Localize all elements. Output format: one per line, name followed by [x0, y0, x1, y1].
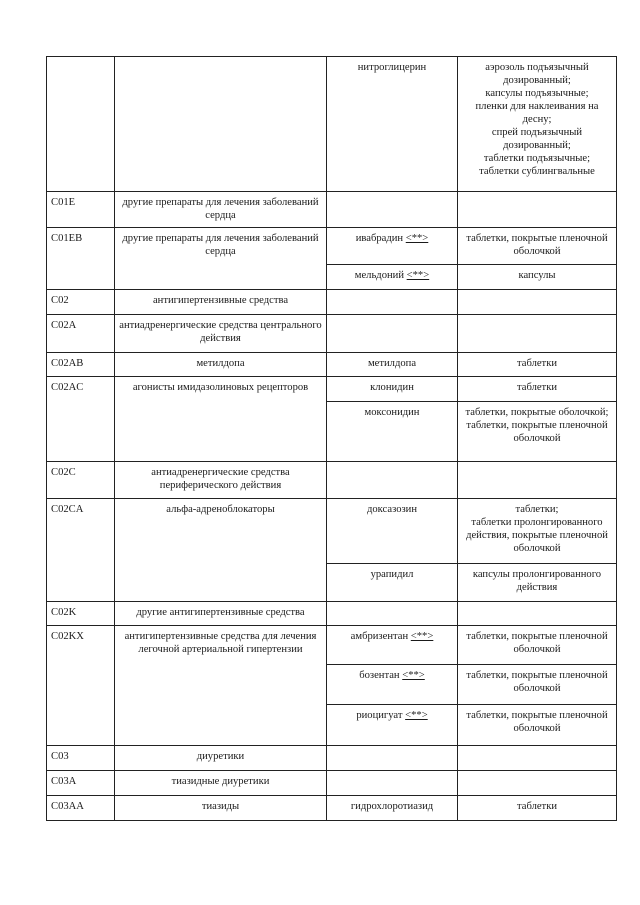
dosage-form-line: таблетки, покрытые пленочной оболочкой — [466, 710, 608, 734]
dosage-form-cell — [458, 499, 617, 564]
dosage-form-line: таблетки пролонгированного действия, покрытые пленочной оболочкой — [466, 517, 608, 554]
substance-cell — [327, 746, 458, 771]
dosage-form-cell — [458, 796, 617, 821]
group-name-cell: агонисты имидазолиновых рецепторов — [115, 377, 327, 462]
dosage-form-line: таблетки подъязычные; — [483, 153, 591, 164]
dosage-form-cell — [458, 290, 617, 315]
table-row — [47, 315, 617, 353]
substance-cell — [327, 564, 458, 602]
group-name-cell — [115, 57, 327, 192]
dosage-form-line: таблетки, покрытые пленочной оболочкой — [466, 233, 608, 257]
substance-cell — [327, 353, 458, 377]
dosage-form-line: таблетки; — [515, 504, 559, 515]
table-row — [47, 462, 617, 499]
group-name-cell: антиадренергические средства периферического действия — [115, 462, 327, 499]
substance-name: риоцигуат — [356, 710, 403, 721]
group-name-cell: тиазиды — [115, 796, 327, 821]
dosage-form-cell — [458, 771, 617, 796]
dosage-form-cell — [458, 564, 617, 602]
dosage-form-cell — [458, 746, 617, 771]
table-row — [47, 57, 617, 192]
atc-code-cell: C02AB — [47, 353, 115, 377]
substance-name: гидрохлоротиазид — [350, 801, 434, 812]
table-row — [47, 377, 617, 402]
dosage-form-cell — [458, 705, 617, 746]
substance-name: доксазозин — [366, 504, 418, 515]
substance-cell — [327, 626, 458, 665]
dosage-form-cell — [458, 402, 617, 462]
dosage-form-cell — [458, 315, 617, 353]
substance-name: нитроглицерин — [357, 62, 427, 73]
substance-cell — [327, 462, 458, 499]
dosage-form-line: капсулы подъязычные; — [485, 88, 589, 99]
atc-code-cell: C01EB — [47, 228, 115, 290]
dosage-form-cell — [458, 462, 617, 499]
table-row — [47, 746, 617, 771]
substance-name: мельдоний — [354, 270, 404, 281]
dosage-form-line: пленки для наклеивания на десну; — [475, 101, 599, 125]
substance-cell — [327, 192, 458, 228]
atc-code-cell: C03AA — [47, 796, 115, 821]
atc-code-cell: C02KX — [47, 626, 115, 746]
dosage-form-line: таблетки, покрытые пленочной оболочкой — [466, 670, 608, 694]
substance-name: бозентан — [359, 670, 400, 681]
substance-cell — [327, 228, 458, 265]
table-row — [47, 192, 617, 228]
substance-cell — [327, 377, 458, 402]
group-name-cell: другие препараты для лечения заболеваний сердца — [115, 228, 327, 290]
table-row — [47, 228, 617, 265]
special-mark: <**> — [405, 233, 429, 244]
atc-code-cell — [47, 57, 115, 192]
table-row — [47, 602, 617, 626]
special-mark: <**> — [405, 710, 428, 721]
dosage-form-line: таблетки сублингвальные — [479, 166, 595, 177]
group-name-cell: метилдопа — [115, 353, 327, 377]
substance-cell — [327, 602, 458, 626]
atc-code-cell: C03 — [47, 746, 115, 771]
substance-cell — [327, 705, 458, 746]
dosage-form-cell — [458, 665, 617, 705]
dosage-form-line: таблетки, покрытые пленочной оболочкой — [466, 631, 608, 655]
dosage-form-cell — [458, 265, 617, 290]
group-name-cell: антиадренергические средства центрального действия — [115, 315, 327, 353]
dosage-form-cell — [458, 228, 617, 265]
atc-code-cell: C01E — [47, 192, 115, 228]
group-name-cell: антигипертензивные средства — [115, 290, 327, 315]
atc-code-cell: C02 — [47, 290, 115, 315]
substance-name: амбризентан — [350, 631, 409, 642]
substance-name: метилдопа — [367, 358, 417, 369]
special-mark: <**> — [402, 670, 425, 681]
substance-cell — [327, 665, 458, 705]
group-name-cell: антигипертензивные средства для лечения легочной артериальной гипертензии — [115, 626, 327, 746]
dosage-form-cell — [458, 377, 617, 402]
dosage-form-cell — [458, 192, 617, 228]
substance-name: клонидин — [370, 382, 414, 393]
group-name-cell: другие антигипертензивные средства — [115, 602, 327, 626]
substance-cell — [327, 796, 458, 821]
drug-table — [46, 56, 617, 821]
table-row — [47, 626, 617, 665]
table-row — [47, 499, 617, 564]
dosage-form-cell — [458, 626, 617, 665]
dosage-form-line: спрей подъязычный дозированный; — [491, 127, 583, 151]
dosage-form-line: таблетки, покрытые пленочной оболочкой — [466, 420, 608, 444]
dosage-form-line: таблетки — [516, 801, 558, 812]
table-row — [47, 353, 617, 377]
substance-cell — [327, 57, 458, 192]
atc-code-cell: C03A — [47, 771, 115, 796]
substance-cell — [327, 265, 458, 290]
substance-name: урапидил — [370, 569, 414, 580]
group-name-cell: альфа-адреноблокаторы — [115, 499, 327, 602]
substance-cell — [327, 771, 458, 796]
dosage-form-cell — [458, 57, 617, 192]
table-row — [47, 796, 617, 821]
table-row — [47, 290, 617, 315]
table-row — [47, 771, 617, 796]
substance-name: ивабрадин — [355, 233, 404, 244]
dosage-form-line: таблетки — [516, 382, 558, 393]
group-name-cell: другие препараты для лечения заболеваний сердца — [115, 192, 327, 228]
substance-cell — [327, 315, 458, 353]
dosage-form-line: таблетки — [516, 358, 558, 369]
substance-cell — [327, 402, 458, 462]
dosage-form-line: капсулы пролонгированного действия — [472, 569, 602, 593]
dosage-form-line: аэрозоль подъязычный дозированный; — [485, 62, 589, 86]
special-mark: <**> — [410, 631, 434, 642]
atc-code-cell: C02C — [47, 462, 115, 499]
group-name-cell: тиазидные диуретики — [115, 771, 327, 796]
group-name-cell: диуретики — [115, 746, 327, 771]
substance-cell — [327, 290, 458, 315]
dosage-form-line: капсулы — [518, 270, 556, 281]
dosage-form-cell — [458, 602, 617, 626]
atc-code-cell: C02AC — [47, 377, 115, 462]
special-mark: <**> — [406, 270, 430, 281]
atc-code-cell: C02CA — [47, 499, 115, 602]
dosage-form-line: таблетки, покрытые оболочкой; — [465, 407, 609, 418]
atc-code-cell: C02K — [47, 602, 115, 626]
substance-cell — [327, 499, 458, 564]
atc-code-cell: C02A — [47, 315, 115, 353]
dosage-form-cell — [458, 353, 617, 377]
substance-name: моксонидин — [364, 407, 420, 418]
